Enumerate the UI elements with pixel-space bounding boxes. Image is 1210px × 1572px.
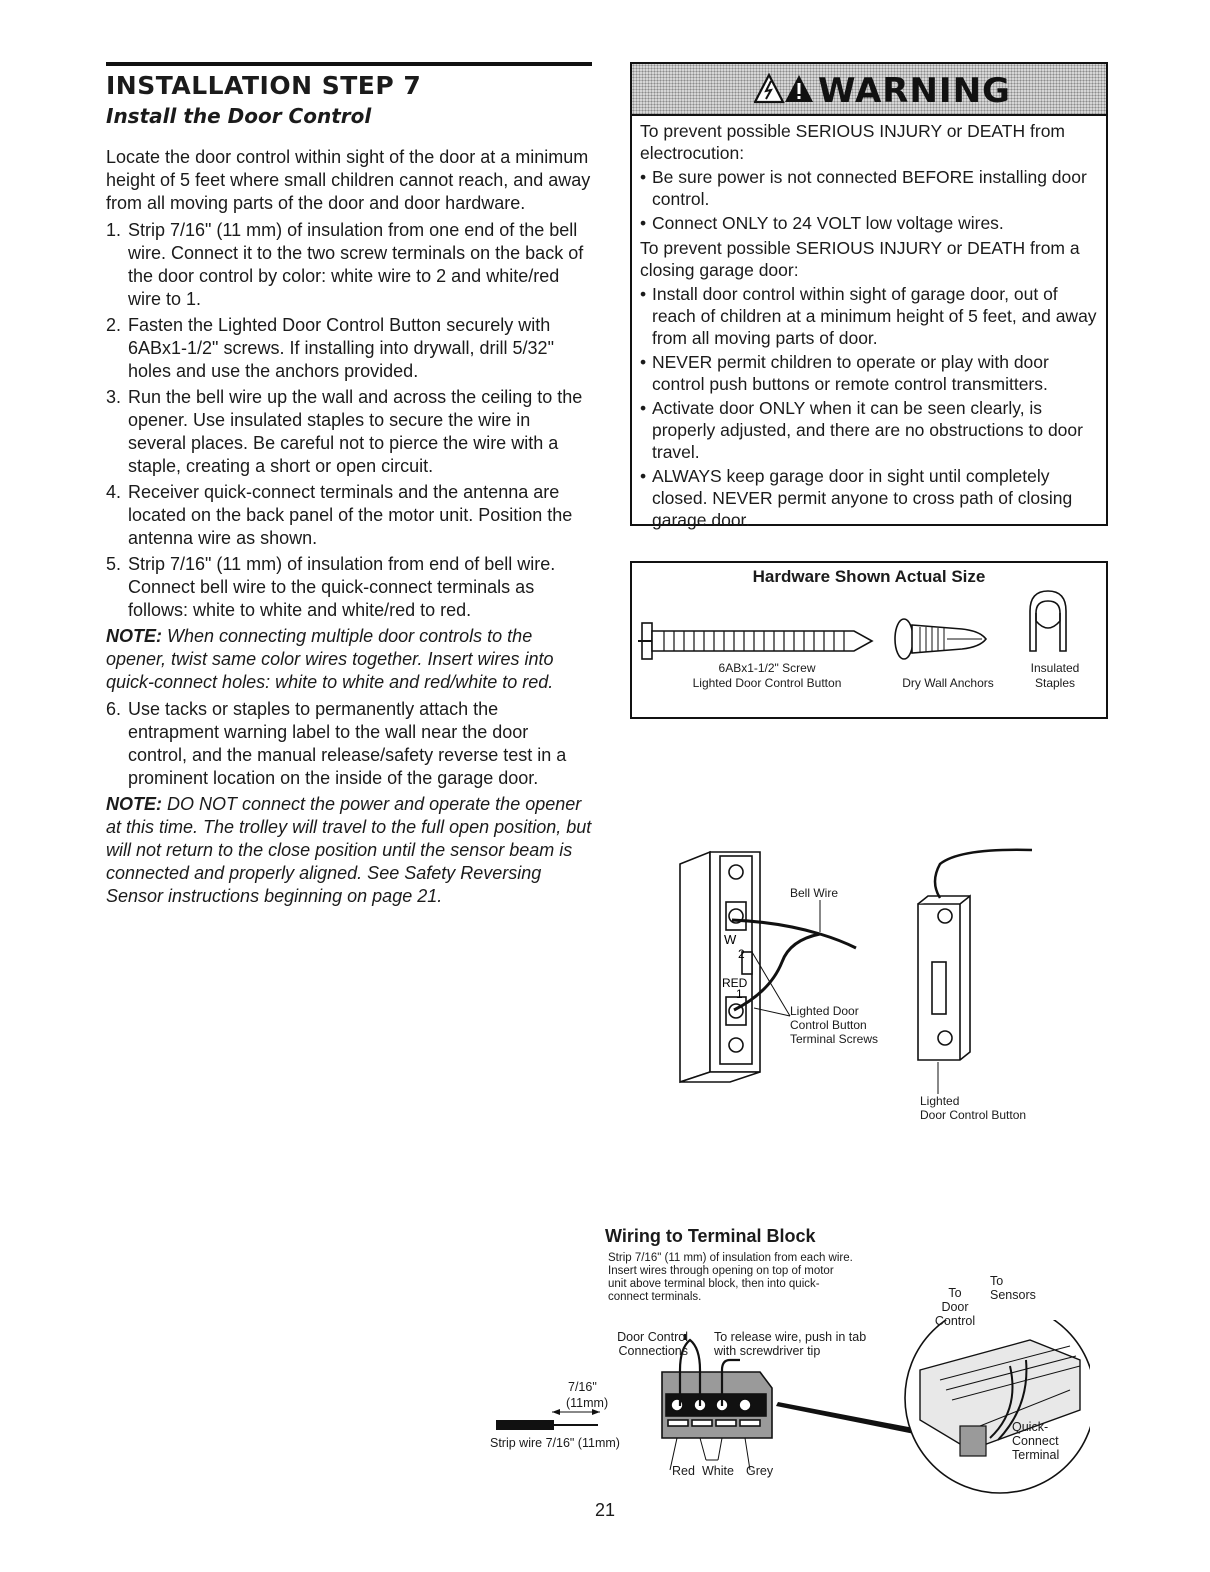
warning-box	[630, 62, 1108, 530]
quick-connect-label	[1012, 1420, 1059, 1462]
step-item	[106, 553, 592, 622]
warning-body	[632, 116, 1106, 531]
hardware-box	[630, 561, 1108, 719]
electric-shock-icon	[755, 75, 783, 102]
note-label: NOTE:	[106, 626, 162, 646]
strip-length-label: 7/16"	[568, 1380, 597, 1394]
step-item	[106, 314, 592, 383]
release-wire-label	[714, 1330, 866, 1358]
steps-list-continued	[106, 698, 592, 790]
page-number: 21	[594, 1500, 616, 1520]
label-line: Door	[941, 1300, 969, 1314]
lighted-button-line: Lighted	[920, 1094, 960, 1108]
warning-intro-door: To prevent possible SERIOUS INJURY or DEATH from a closing garage door:	[640, 238, 1080, 280]
warning-bullet: • Install door control within sight of garage door, out of reach of children at a minimum height of 5 feet, and away from all moving parts of door.	[640, 283, 1098, 349]
hardware-drawings	[632, 563, 1106, 717]
step-item	[106, 481, 592, 550]
note-do-not-power	[106, 793, 592, 908]
stripped-wire	[496, 1409, 600, 1430]
red-wire-label: Red	[672, 1464, 695, 1478]
steps-list	[106, 219, 592, 622]
step-title: INSTALLATION STEP 7	[106, 71, 422, 100]
lighted-button-label	[920, 1094, 1026, 1122]
white-wire-label: White	[702, 1464, 734, 1478]
label-line: To	[990, 1274, 1004, 1288]
terminal-screws-label	[790, 1004, 878, 1046]
label-line: Quick-	[1012, 1420, 1049, 1434]
step-text: Strip 7/16" (11 mm) of insulation from end of bell wire. Connect bell wire to the quick-connect terminals as follows: white to white and white/red to red.	[128, 554, 556, 620]
terminal-screws-line: Terminal Screws	[790, 1032, 879, 1046]
warning-bullet: • ALWAYS keep garage door in sight until completely closed. NEVER permit anyone to cross path of closing garage door.	[640, 465, 1098, 531]
header-rule	[106, 62, 592, 66]
lighted-button-line: Door Control Button	[920, 1108, 1027, 1122]
staple-caption-line: Insulated	[1030, 661, 1080, 675]
step-number: 3.	[106, 387, 122, 407]
note-multiple-controls	[106, 625, 592, 694]
to-sensors-label	[990, 1274, 1036, 1302]
warning-header	[632, 64, 1106, 116]
warning-icons	[754, 73, 814, 105]
left-column	[106, 62, 592, 908]
label-line: Terminal	[1012, 1448, 1060, 1462]
label-line: To release wire, push in tab	[714, 1330, 867, 1344]
step-item	[106, 219, 592, 311]
door-control-connections-label	[608, 1330, 688, 1358]
terminal-red-label: RED	[722, 976, 748, 990]
staple-caption-line: Staples	[1034, 676, 1076, 690]
terminal-screws-line: Lighted Door	[790, 1004, 859, 1018]
label-line: To	[948, 1286, 962, 1300]
step-number: 1.	[106, 220, 122, 240]
to-door-control-label	[930, 1286, 980, 1328]
step-number: 2.	[106, 315, 122, 335]
hardware-title: Hardware Shown Actual Size	[752, 567, 986, 586]
step-number: 6.	[106, 699, 122, 719]
step-subtitle: Install the Door Control	[106, 104, 372, 128]
step-item	[106, 386, 592, 478]
wiring-desc-line: unit above terminal block, then into quick-	[608, 1278, 820, 1290]
drywall-anchor-drawing	[895, 619, 986, 659]
wiring-title: Wiring to Terminal Block	[605, 1226, 816, 1246]
step-number: 5.	[106, 554, 122, 574]
staple-caption	[1020, 661, 1090, 691]
label-line: Door Control	[617, 1330, 688, 1344]
label-line: Connect	[1012, 1434, 1059, 1448]
step-text: Run the bell wire up the wall and across the ceiling to the opener. Use insulated staples to secure the wire in several places. Be careful not to pierce the wire with a staple, creating a short or open circuit.	[128, 387, 583, 476]
screw-caption	[672, 661, 862, 691]
step-text: Fasten the Lighted Door Control Button securely with 6ABx1-1/2" screws. If installing into drywall, drill 5/32" holes and use the anchors provided.	[128, 315, 554, 381]
terminal-block	[662, 1372, 772, 1438]
warning-bullet: • NEVER permit children to operate or play with door control push buttons or remote control transmitters.	[640, 351, 1098, 395]
insulated-staple-drawing	[1030, 591, 1066, 651]
wiring-description	[608, 1252, 948, 1304]
intro-paragraph: Locate the door control within sight of the door at a minimum height of 5 feet where small children cannot reach, and away from all moving parts of the door and door hardware.	[106, 147, 591, 213]
note-text: When connecting multiple door controls to the opener, twist same color wires together. Insert wires into quick-connect holes: white to white and red/white to red.	[106, 626, 554, 692]
strip-wire-label: Strip wire 7/16" (11mm)	[490, 1436, 620, 1450]
wiring-desc-line: connect terminals.	[608, 1291, 702, 1303]
label-line: Sensors	[990, 1288, 1036, 1302]
step-number: 4.	[106, 482, 122, 502]
anchor-caption: Dry Wall Anchors	[902, 676, 994, 690]
warning-bullet: • Be sure power is not connected BEFORE installing door control.	[640, 166, 1098, 210]
label-line: Connections	[618, 1344, 688, 1358]
warning-bullet: • Activate door ONLY when it can be seen clearly, is properly adjusted, and there are no obstructions to door travel.	[640, 397, 1098, 463]
note-label: NOTE:	[106, 794, 162, 814]
warning-intro-electrocution: To prevent possible SERIOUS INJURY or DEATH from electrocution:	[640, 121, 1065, 163]
terminal-w-label: W	[724, 932, 737, 947]
warning-title: WARNING	[818, 71, 1011, 111]
door-control-illustration	[670, 842, 1070, 1126]
bell-wire-top	[935, 850, 1032, 898]
strip-mm-label: (11mm)	[566, 1396, 609, 1410]
step-item	[106, 698, 592, 790]
screw-caption-line: Lighted Door Control Button	[692, 676, 842, 690]
label-line: Control	[934, 1314, 976, 1328]
grey-wire-label: Grey	[746, 1464, 774, 1478]
motor-unit-magnifier	[905, 1320, 1090, 1493]
alert-triangle-icon	[785, 75, 813, 102]
wiring-desc-line: Insert wires through opening on top of motor	[608, 1265, 834, 1277]
warning-bullet: • Connect ONLY to 24 VOLT low voltage wires.	[640, 212, 1098, 234]
step-text: Receiver quick-connect terminals and the antenna are located on the back panel of the motor unit. Position the antenna wire as shown.	[128, 482, 573, 548]
door-control-drawing	[670, 842, 1070, 1126]
step-text: Use tacks or staples to permanently attach the entrapment warning label to the wall near the door control, and the manual release/safety reverse test in a prominent location on the inside of the garage door.	[128, 699, 567, 788]
lighted-button-front	[918, 896, 970, 1060]
note-text: DO NOT connect the power and operate the opener at this time. The trolley will travel to the full open position, but will not return to the close position until the sensor beam is connected and properly aligned. See Safety Reversing Sensor instructions beginning on page 21.	[106, 794, 592, 906]
door-control-back	[680, 852, 760, 1082]
bell-wire-label: Bell Wire	[790, 886, 839, 900]
step-text: Strip 7/16" (11 mm) of insulation from one end of the bell wire. Connect it to the two screw terminals on the back of the door control by color: white wire to 2 and white/red wire to 1.	[128, 220, 584, 309]
terminal-2-label: 2	[738, 947, 745, 961]
terminal-1-label: 1	[736, 987, 743, 1001]
callout-lines	[752, 900, 938, 1094]
wiring-desc-line: Strip 7/16" (11 mm) of insulation from each wire.	[608, 1252, 853, 1264]
terminal-screws-line: Control Button	[790, 1018, 867, 1032]
screw-caption-line: 6ABx1-1/2" Screw	[718, 661, 816, 675]
label-line: with screwdriver tip	[714, 1344, 821, 1358]
screw-drawing	[638, 623, 872, 659]
